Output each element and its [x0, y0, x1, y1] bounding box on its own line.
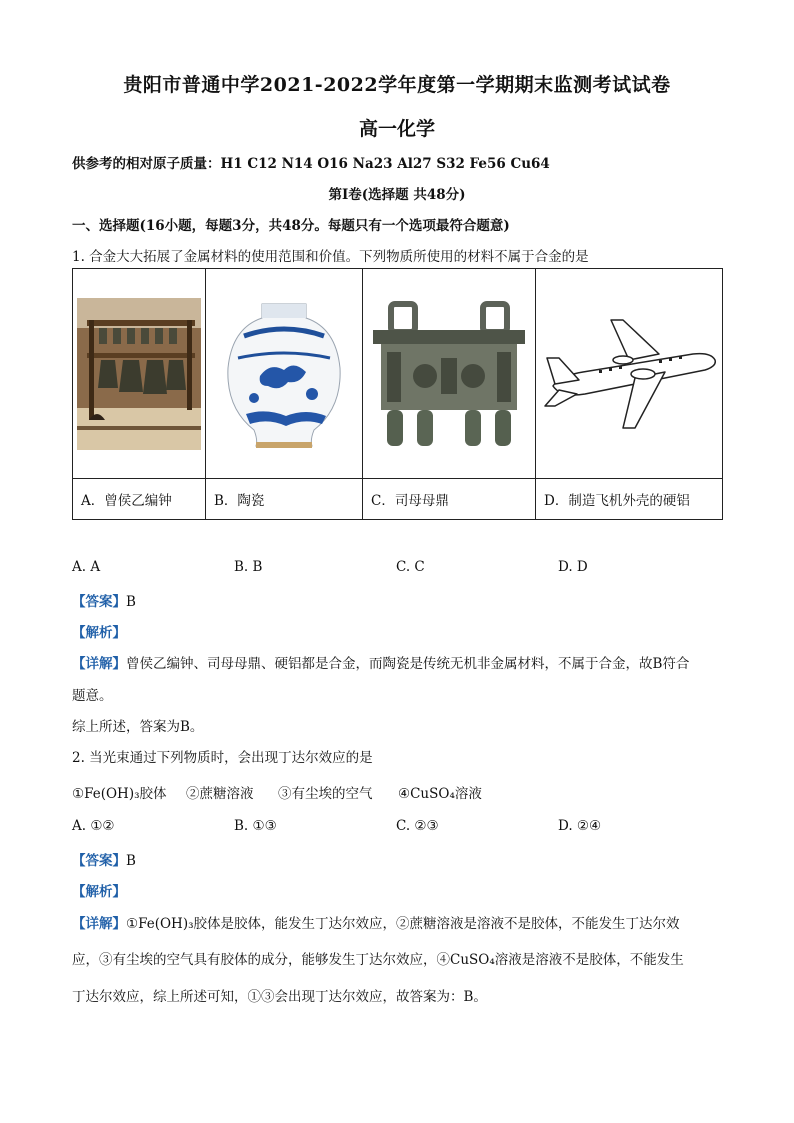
q1-analysis-tag: 【解析】	[72, 625, 126, 641]
answer-tag: 【答案】	[72, 853, 126, 869]
q1-choice-a: A. A	[72, 559, 101, 575]
q2-detail-line-2: 应，③有尘埃的空气具有胶体的成分，能够发生丁达尔效应，④CuSO₄溶液是溶液不是胶体，不能发生	[72, 952, 684, 968]
q1-answer-value: B	[126, 594, 136, 610]
q2-detail-text-1: ①Fe(OH)₃胶体是胶体，能发生丁达尔效应，②蔗糖溶液是溶液不是胶体，不能发生丁达尔效	[126, 916, 680, 932]
q1-option-c-label: C．司母母鼎	[363, 479, 536, 520]
q1-option-a-label: A．曾侯乙编钟	[73, 479, 206, 520]
q1-option-b-label: B．陶瓷	[206, 479, 363, 520]
q1-choice-d: D. D	[558, 559, 588, 575]
q2-answer-value: B	[126, 853, 136, 869]
q1-answer	[72, 590, 136, 610]
q1-option-d-image-cell	[536, 269, 723, 479]
q1-option-a-image-cell	[73, 269, 206, 479]
q2-item-1: ①Fe(OH)₃胶体	[72, 786, 167, 802]
blue-white-porcelain-jar-image	[224, 298, 344, 450]
bronze-ding-vessel-image	[365, 298, 533, 450]
detail-tag: 【详解】	[72, 656, 126, 672]
q1-option-c-image-cell	[363, 269, 536, 479]
detail-tag: 【详解】	[72, 916, 126, 932]
bronze-chime-bells-image	[77, 298, 201, 450]
q2-analysis-tag: 【解析】	[72, 884, 126, 900]
q2-detail-line-3: 丁达尔效应，综上所述可知，①③会出现丁达尔效应，故答案为：B。	[72, 989, 487, 1005]
q1-option-b-image-cell	[206, 269, 363, 479]
q2-answer	[72, 849, 136, 869]
exam-subject: 高一化学	[358, 118, 435, 140]
q1-choice-b: B. B	[234, 559, 263, 575]
airplane-sketch-image	[539, 314, 719, 434]
answer-tag: 【答案】	[72, 594, 126, 610]
q2-choice-b: B. ①③	[234, 818, 277, 834]
q1-options-table	[72, 268, 723, 520]
q2-item-3: ③有尘埃的空气	[278, 786, 373, 802]
q1-stem: 1. 合金大大拓展了金属材料的使用范围和价值。下列物质所使用的材料不属于合金的是	[72, 249, 589, 265]
q1-detail-line-2: 题意。	[72, 688, 113, 704]
q1-choice-c: C. C	[396, 559, 425, 575]
q2-item-2: ②蔗糖溶液	[186, 786, 254, 802]
atomic-mass-note: 供参考的相对原子质量：H1 C12 N14 O16 Na23 Al27 S32 Fe56 Cu64	[72, 156, 550, 172]
volume-title: 第Ⅰ卷(选择题 共48分)	[328, 187, 466, 203]
q2-choice-c: C. ②③	[396, 818, 439, 834]
q2-choice-d: D. ②④	[558, 818, 602, 834]
exam-title: 贵阳市普通中学2021-2022学年度第一学期期末监测考试试卷	[123, 74, 671, 96]
q1-detail-text-1: 曾侯乙编钟、司母母鼎、硬铝都是合金，而陶瓷是传统无机非金属材料，不属于合金，故B符合	[126, 656, 690, 672]
q2-item-4: ④CuSO₄溶液	[398, 786, 482, 802]
q1-detail-line-1	[72, 652, 689, 672]
q2-choice-a: A. ①②	[72, 818, 115, 834]
section-title: 一、选择题(16小题，每题3分，共48分。每题只有一个选项最符合题意)	[72, 218, 510, 234]
q2-stem: 2. 当光束通过下列物质时，会出现丁达尔效应的是	[72, 750, 373, 766]
q2-detail-line-1	[72, 912, 680, 932]
q1-option-d-label: D．制造飞机外壳的硬铝	[536, 479, 723, 520]
q1-summary: 综上所述，答案为B。	[72, 719, 204, 735]
